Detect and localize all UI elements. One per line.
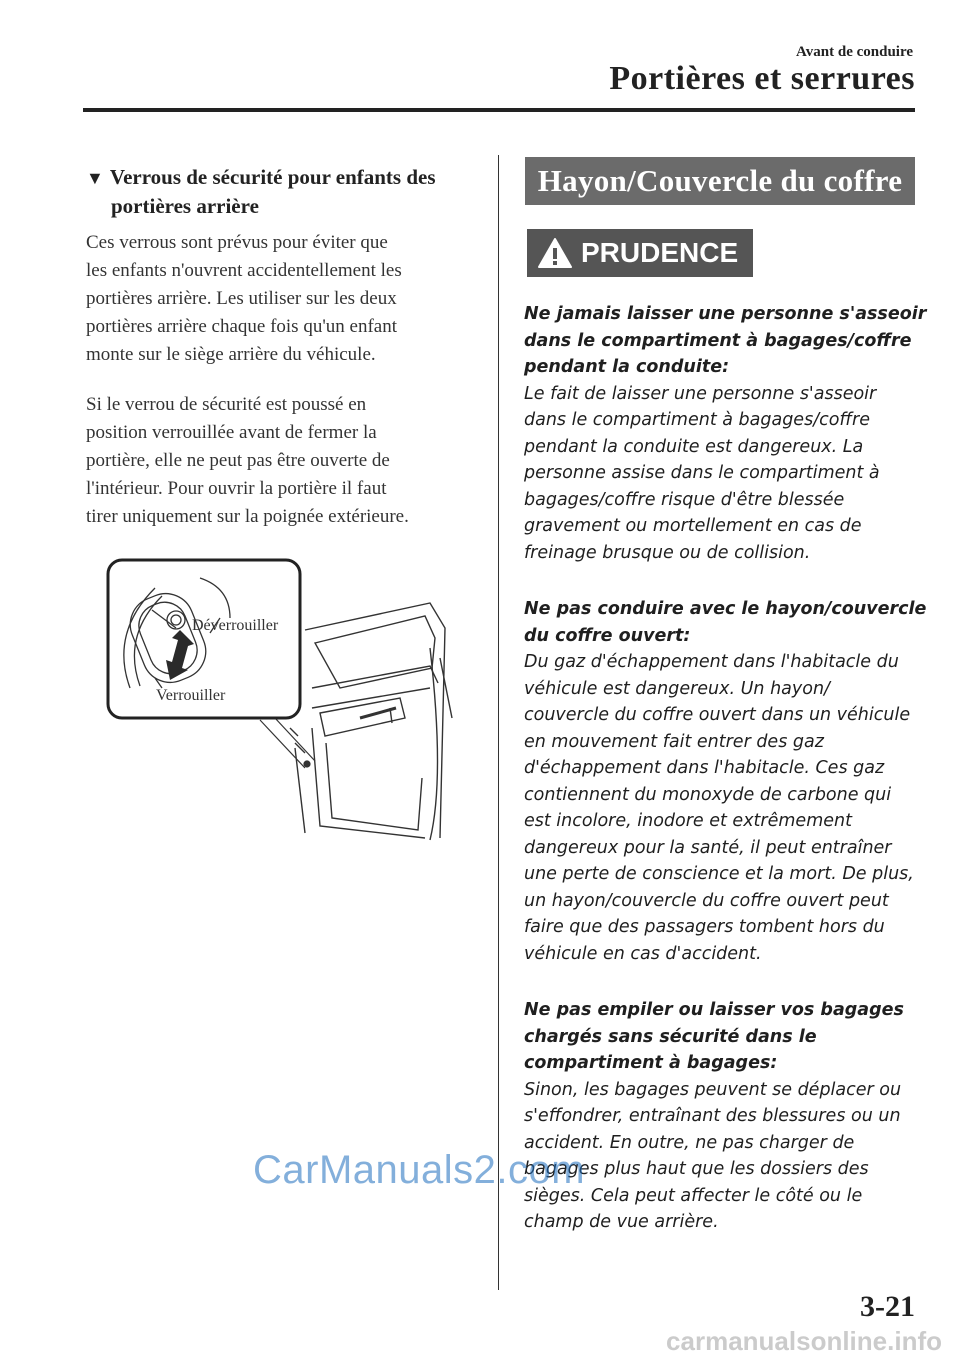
warning-text-line: Du gaz d'échappement dans l'habitacle du xyxy=(524,652,899,672)
warning-block-2 xyxy=(524,596,927,967)
text-line: portières arrière. Les utiliser sur les deux xyxy=(86,288,397,309)
warning-block-3 xyxy=(524,997,919,1236)
warning-text-line: véhicule en cas d'accident. xyxy=(524,943,762,964)
text-line: portière, elle ne peut pas être ouverte de xyxy=(86,450,390,471)
warning-heading-line: chargés sans sécurité dans le xyxy=(524,1026,817,1047)
warning-text-line: couvercle du coffre ouvert dans un véhicule xyxy=(524,705,911,725)
warning-text-line: un hayon/couvercle du coffre ouvert peut xyxy=(524,890,889,911)
warning-block-1 xyxy=(524,301,927,566)
watermark-logo: CarManuals2.com xyxy=(253,1148,586,1192)
text-line: les enfants n'ouvrent accidentellement les xyxy=(86,260,402,281)
warning-text-line: bagages plus haut que les dossiers des xyxy=(524,1159,869,1179)
warning-heading-line: Ne pas conduire avec le hayon/couvercle xyxy=(524,599,927,619)
paragraph-1 xyxy=(86,229,476,369)
warning-heading-line: pendant la conduite: xyxy=(524,357,730,377)
page-number: 3-21 xyxy=(860,1290,915,1323)
child-lock-illustration xyxy=(100,548,455,848)
caution-text: PRUDENCE xyxy=(581,237,739,268)
callout-leader xyxy=(260,718,315,768)
text-line: position verrouillée avant de fermer la xyxy=(86,422,377,443)
warning-text-line: personne assise dans le compartiment à xyxy=(524,463,880,483)
triangle-bullet-icon: ▼ xyxy=(86,168,104,188)
text-line: monte sur le siège arrière du véhicule. xyxy=(86,344,376,365)
warning-text-line: accident. En outre, ne pas charger de xyxy=(524,1132,855,1153)
warning-heading-line: dans le compartiment à bagages/coffre xyxy=(524,330,912,351)
warning-text-line: en mouvement fait entrer des gaz xyxy=(524,731,824,752)
caution-badge xyxy=(527,229,753,277)
warning-text-line: dans le compartiment à bagages/coffre xyxy=(524,410,871,430)
warning-text-line: freinage brusque ou de collision. xyxy=(524,542,811,563)
warning-text-line: une perte de conscience et la mort. De plus, xyxy=(524,864,914,884)
heading-line-1: Verrous de sécurité pour enfants des xyxy=(109,165,436,189)
section-title-bar: Hayon/Couvercle du coffre xyxy=(525,157,915,205)
text-line: l'intérieur. Pour ouvrir la portière il faut xyxy=(86,478,387,499)
warning-text-line: champ de vue arrière. xyxy=(524,1212,719,1232)
warning-text-line: bagages/coffre risque d'être blessée xyxy=(524,489,845,510)
warning-text-line: sièges. Cela peut affecter le côté ou le xyxy=(524,1185,863,1206)
warning-text-line: d'échappement dans l'habitacle. Ces gaz xyxy=(524,758,885,778)
child-lock-heading xyxy=(86,163,486,220)
warning-text-line: est incolore, inodore et extrêmement xyxy=(524,811,852,831)
warning-text-line: gravement ou mortellement en cas de xyxy=(524,516,862,536)
warning-text-line: pendant la conduite est dangereux. La xyxy=(524,436,864,457)
text-line: Si le verrou de sécurité est poussé en xyxy=(86,394,367,415)
rear-door-drawing xyxy=(290,603,452,840)
warning-text-line: Sinon, les bagages peuvent se déplacer ou xyxy=(524,1079,902,1100)
warning-heading-line: Ne jamais laisser une personne s'asseoir xyxy=(524,304,927,324)
warning-text-line: Le fait de laisser une personne s'asseoir xyxy=(524,383,877,404)
warning-heading-line: du coffre ouvert: xyxy=(524,625,691,646)
chapter-label: Avant de conduire xyxy=(796,44,913,60)
text-line: portières arrière chaque fois qu'un enfant xyxy=(86,316,397,337)
page-title: Portières et serrures xyxy=(609,60,915,97)
lock-label: Verrouiller xyxy=(156,687,226,704)
text-line: tirer uniquement sur la poignée extérieure. xyxy=(86,506,409,527)
warning-text-line: contiennent du monoxyde de carbone qui xyxy=(524,784,892,805)
warning-text-line: s'effondrer, entraînant des blessures ou un xyxy=(524,1106,901,1126)
warning-text-line: faire que des passagers tombent hors du xyxy=(524,917,885,937)
header-divider xyxy=(83,108,915,112)
warning-heading-line: compartiment à bagages: xyxy=(524,1053,778,1073)
warning-text-line: dangereux pour la santé, il peut entraîner xyxy=(524,837,892,858)
warning-text-line: véhicule est dangereux. Un hayon/ xyxy=(524,678,830,699)
unlock-label: Déverrouiller xyxy=(192,617,279,634)
column-divider xyxy=(498,155,499,1290)
warning-triangle-icon xyxy=(537,237,573,269)
warning-heading-line: Ne pas empiler ou laisser vos bagages xyxy=(524,1000,904,1020)
watermark-site: carmanualsonline.info xyxy=(666,1326,942,1356)
paragraph-2 xyxy=(86,391,476,531)
heading-line-2: portières arrière xyxy=(111,194,259,218)
text-line: Ces verrous sont prévus pour éviter que xyxy=(86,232,388,253)
